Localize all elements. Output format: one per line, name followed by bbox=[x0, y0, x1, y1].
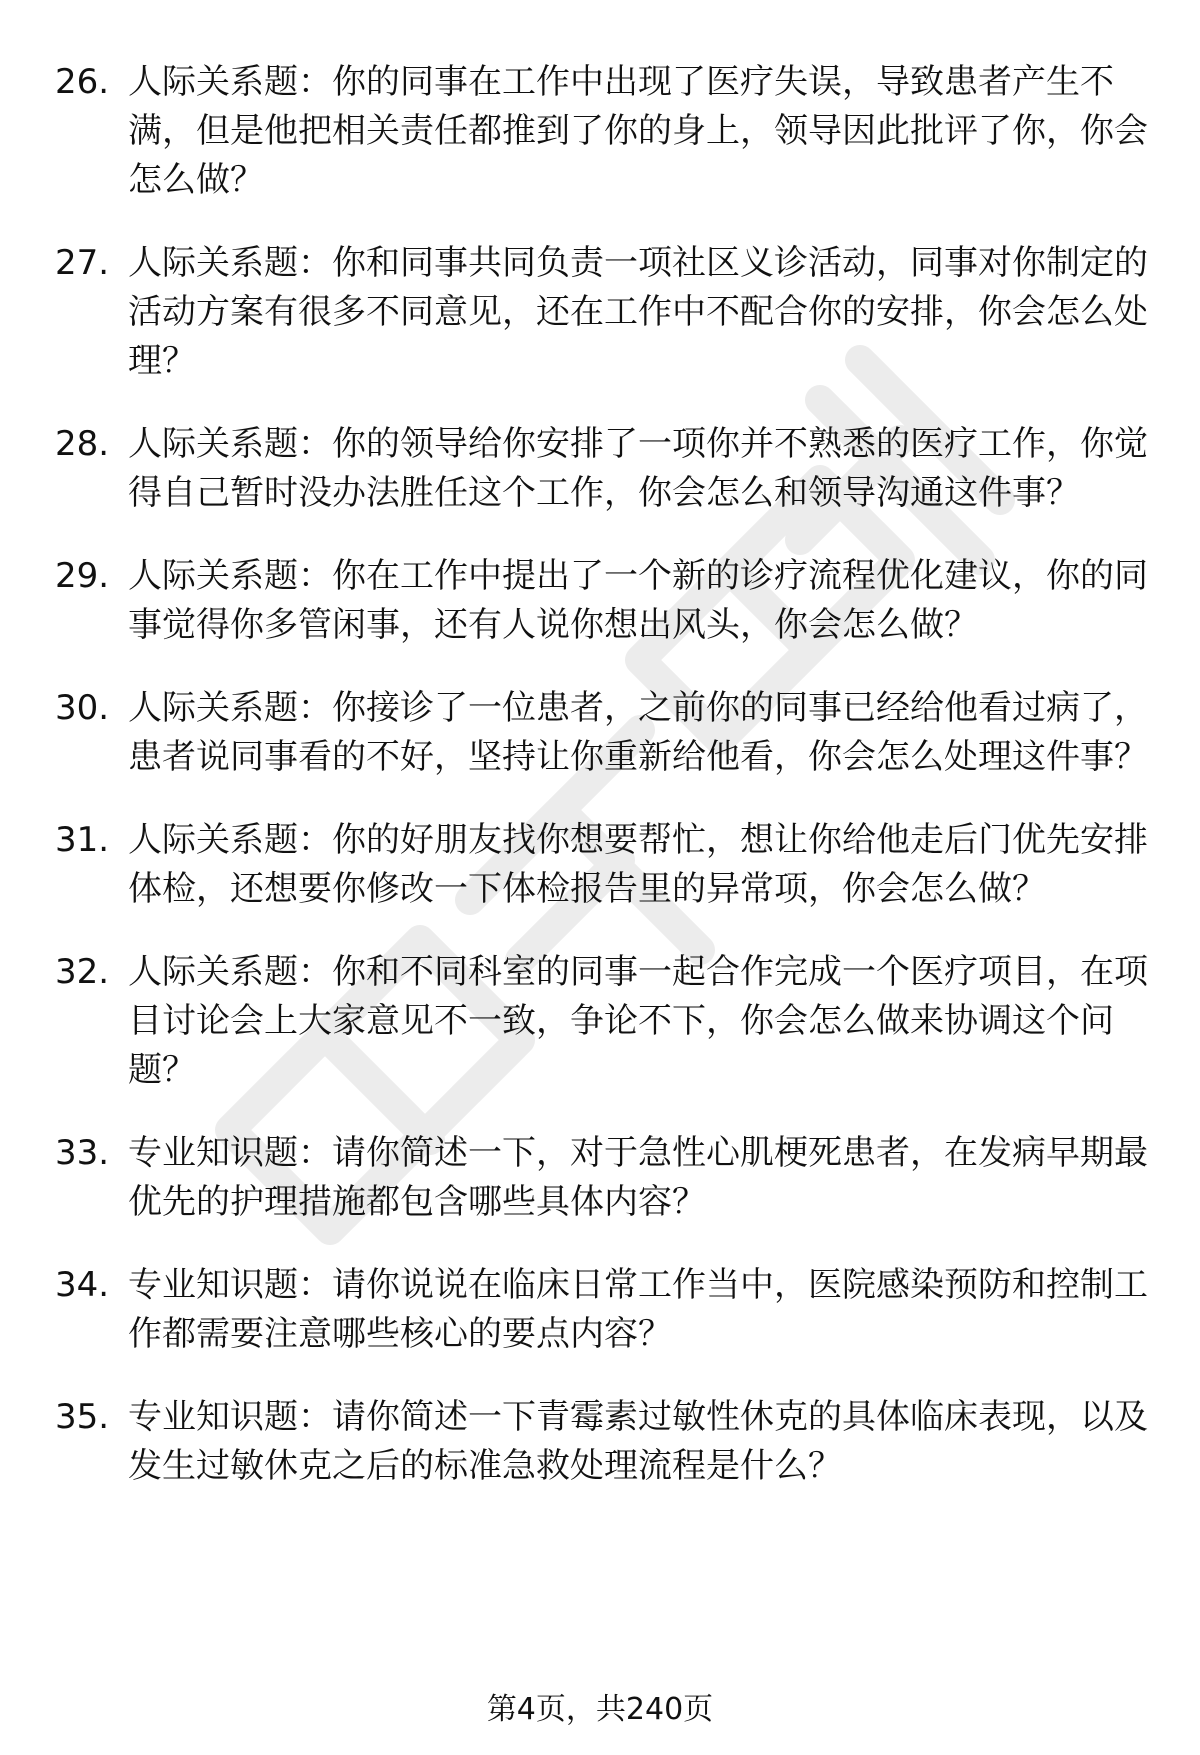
question-text: 人际关系题：你在工作中提出了一个新的诊疗流程优化建议，你的同事觉得你多管闲事，还有人说你想出风头，你会怎么做？ bbox=[128, 556, 1148, 645]
question-number: 30. bbox=[55, 688, 110, 728]
question-number: 33. bbox=[55, 1133, 110, 1173]
question-text: 专业知识题：请你简述一下青霉素过敏性休克的具体临床表现，以及发生过敏休克之后的标准急救处理流程是什么？ bbox=[128, 1397, 1148, 1486]
question-number: 28. bbox=[55, 424, 110, 464]
question-number: 26. bbox=[55, 62, 110, 102]
question-number: 32. bbox=[55, 952, 110, 992]
list-item bbox=[0, 1261, 1200, 1359]
question-text: 人际关系题：你的好朋友找你想要帮忙，想让你给他走后门优先安排体检，还想要你修改一下体检报告里的异常项，你会怎么做？ bbox=[128, 820, 1148, 909]
list-item bbox=[0, 948, 1200, 1095]
question-list bbox=[0, 58, 1200, 1525]
page-footer bbox=[0, 1690, 1200, 1730]
question-text: 专业知识题：请你说说在临床日常工作当中，医院感染预防和控制工作都需要注意哪些核心的要点内容？ bbox=[128, 1265, 1148, 1354]
list-item bbox=[0, 816, 1200, 914]
list-item bbox=[0, 58, 1200, 205]
list-item bbox=[0, 1129, 1200, 1227]
list-item bbox=[0, 1393, 1200, 1491]
list-item bbox=[0, 239, 1200, 386]
question-text: 专业知识题：请你简述一下，对于急性心肌梗死患者，在发病早期最优先的护理措施都包含哪些具体内容？ bbox=[128, 1133, 1148, 1222]
question-text: 人际关系题：你和不同科室的同事一起合作完成一个医疗项目，在项目讨论会上大家意见不一致，争论不下，你会怎么做来协调这个问题？ bbox=[128, 952, 1148, 1090]
question-number: 29. bbox=[55, 556, 110, 596]
question-text: 人际关系题：你接诊了一位患者，之前你的同事已经给他看过病了，患者说同事看的不好，坚持让你重新给他看，你会怎么处理这件事？ bbox=[128, 688, 1148, 777]
question-text: 人际关系题：你的领导给你安排了一项你并不熟悉的医疗工作，你觉得自己暂时没办法胜任这个工作，你会怎么和领导沟通这件事？ bbox=[128, 424, 1148, 513]
question-text: 人际关系题：你的同事在工作中出现了医疗失误，导致患者产生不满，但是他把相关责任都推到了你的身上，领导因此批评了你，你会怎么做？ bbox=[128, 62, 1148, 200]
list-item bbox=[0, 420, 1200, 518]
question-number: 31. bbox=[55, 820, 110, 860]
page-number-label: 第4页，共240页 bbox=[486, 1692, 714, 1727]
list-item bbox=[0, 552, 1200, 650]
list-item bbox=[0, 684, 1200, 782]
question-number: 35. bbox=[55, 1397, 110, 1437]
question-text: 人际关系题：你和同事共同负责一项社区义诊活动，同事对你制定的活动方案有很多不同意见，还在工作中不配合你的安排，你会怎么处理？ bbox=[128, 243, 1148, 381]
question-number: 27. bbox=[55, 243, 110, 283]
question-number: 34. bbox=[55, 1265, 110, 1305]
